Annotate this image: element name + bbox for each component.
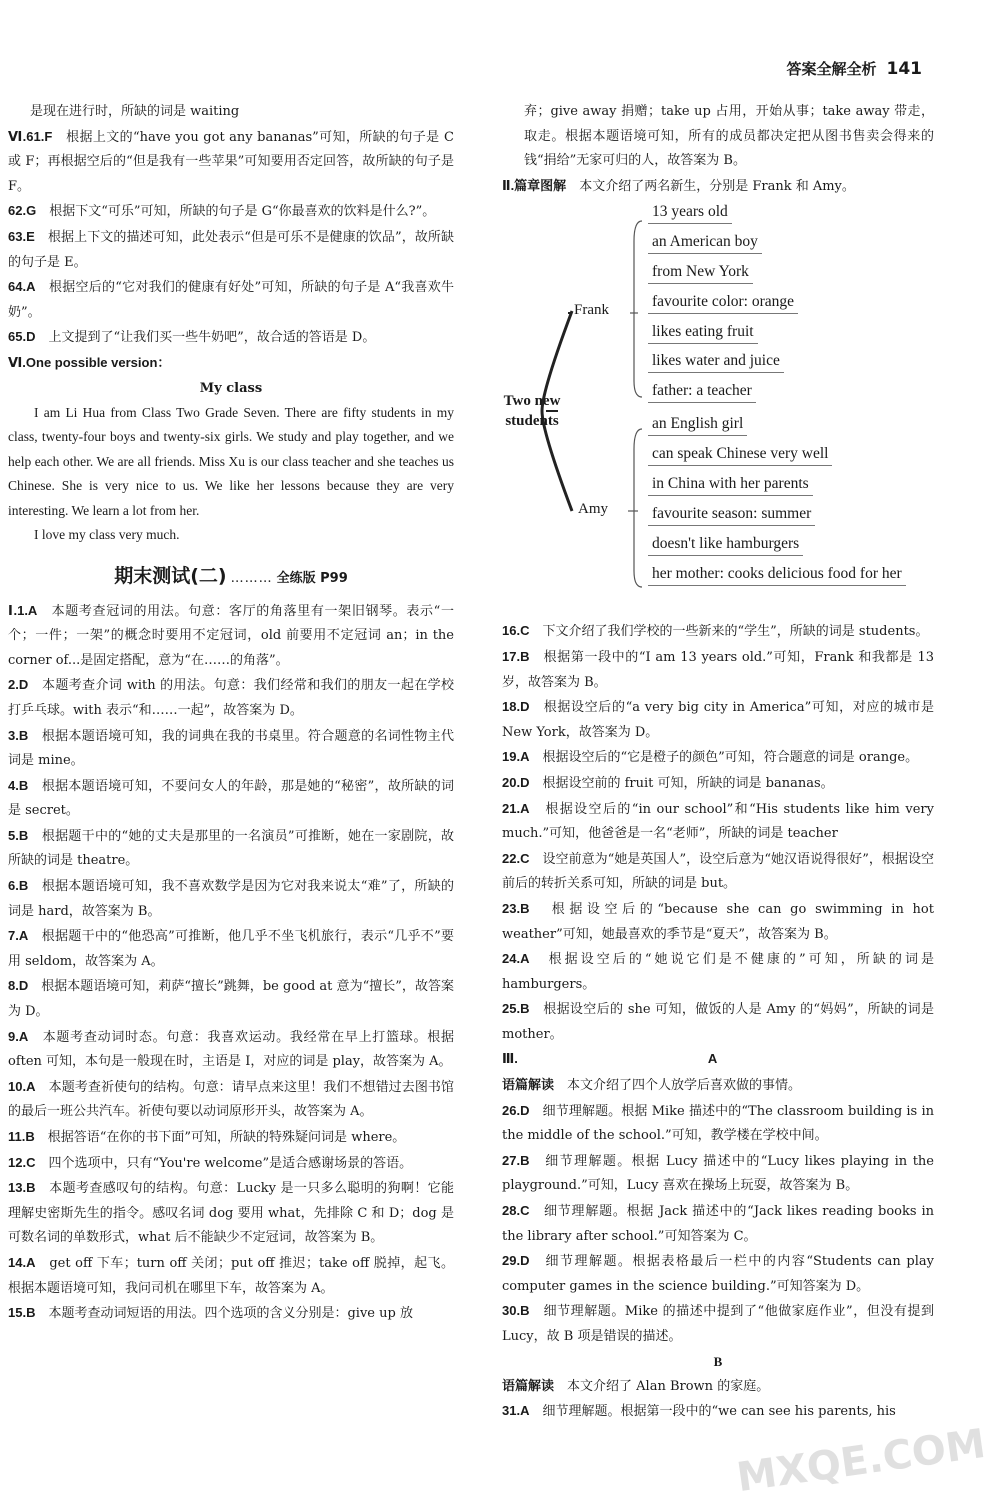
answer-explanation: 根据上文的“have you got any bananas”可知，所缺的句子是 C 或 F；再根据空后的“但是我有一些苹果”可知要用否定回答，故所缺的句子是 F。 [8,129,454,194]
answer-entry [8,1301,454,1327]
answer-label: 29.D [502,1253,530,1269]
answer-entry [8,125,454,200]
continued-text: 是现在进行时，所缺的词是 waiting [30,104,240,119]
answer-entry [8,824,454,874]
section-3-label: Ⅲ. [502,1051,518,1067]
answer-label: 15.B [8,1305,36,1321]
answer-entry [502,745,934,771]
answer-entry [502,1299,934,1349]
answer-label: 2.D [8,677,29,693]
answer-label: 18.D [502,699,530,715]
passage-b-label: B [713,1353,723,1369]
mind-map-leaf: father: a teacher [648,380,756,403]
answer-entry [8,325,454,351]
answer-label: 17.B [502,648,530,664]
answer-list-26-30 [502,1099,934,1350]
answer-label: 6.B [8,878,29,894]
answer-label: 11.B [8,1129,35,1144]
mind-map-root: Two new students [503,393,561,430]
answer-label: 12.C [8,1154,36,1170]
answer-entry [502,997,934,1047]
answer-entry [8,1176,454,1251]
answer-list-31 [502,1399,934,1425]
answer-entry [502,1399,934,1425]
answer-entry [8,924,454,974]
mind-map-leaf: 13 years old [648,201,732,224]
answer-label: 3.B [8,727,29,743]
answer-entry [502,797,934,847]
answer-explanation: 根据本题语境可知，我不喜欢数学是因为它对我来说太“难”了，所缺的词是 hard，故答案为 B。 [8,879,454,919]
answer-entry [8,724,454,774]
continued-text: 弃；give away 捐赠；take up 占用，开始从事；take away 带走，取走。根据本题语境可知，所有的成员都决定把从图书售卖会得来的钱“捐给”无家可归的人，故答案为 B。 [524,104,934,169]
answer-entry [8,1075,454,1125]
exam-name: 期末测试(二) [114,564,227,587]
answer-explanation: 本题考查动词时态。句意：我喜欢运动。我经常在早上打篮球。根据 often 可知，本句是一般现在时，主语是 I，对应的词是 play，故答案为 A。 [8,1029,454,1070]
right-column [502,100,934,1425]
answer-list-61-65 [8,125,454,351]
answer-label: 62.G [8,203,37,219]
answer-entry [8,1151,454,1177]
answer-label: 10.A [8,1078,36,1094]
answer-explanation: 根据设空后的“它是橙子的颜色”可知，符合题意的词是 orange。 [542,750,919,766]
exam-version: 全练版 P99 [276,570,348,586]
answer-entry [8,225,454,275]
sample-essay [8,401,454,548]
mind-map-leaf: an English girl [648,413,747,436]
answer-explanation: 细节理解题。根据 Mike 描述中的“The classroom building is in the middle of the school.”可知，教学楼在学校中间。 [502,1103,934,1144]
answer-explanation: 四个选项中，只有“You're welcome”是适合感谢场景的答语。 [48,1155,413,1171]
answer-label: Ⅰ.1.A [8,602,38,618]
answer-entry [8,199,454,225]
answer-label: Ⅵ.61.F [8,128,53,144]
reading-b-label: 语篇解读 [502,1377,555,1393]
answer-entry [502,1099,934,1149]
answer-label: 8.D [8,978,29,994]
answer-label: 64.A [8,279,36,295]
answer-list-16-25 [502,619,934,1047]
answer-label: 24.A [502,951,530,967]
exam-title [8,562,454,593]
answer-explanation: 本题考查介词 with 的用法。句意：我们经常和我们的朋友一起在学校打乒乓球。with 表示“和……一起”，故答案为 D。 [8,678,454,718]
answer-explanation: 根据设空后的 she 可知，做饭的人是 Amy 的“妈妈”，所缺的词是 mother。 [502,1002,934,1042]
essay-paragraph: I love my class very much. [34,527,180,543]
answer-label: 4.B [8,777,29,793]
answer-entry [8,774,454,824]
answer-label: 27.B [502,1152,530,1168]
answer-label: 7.A [8,928,29,944]
answer-explanation: 根据题干中的“他恐高”可推断，他几乎不坐飞机旅行，表示“几乎不”要用 seldom，故答案为 A。 [8,929,454,969]
answer-explanation: 根据上下文的描述可知，此处表示“但是可乐不是健康的饮品”，故所缺的句子是 E。 [8,229,454,270]
reading-a-summary [502,1073,934,1099]
answer-explanation: 根据设空后的“because she can go swimming in hot weather”可知，她最喜欢的季节是“夏天”，故答案为 B。 [502,901,934,942]
answer-explanation: 细节理解题。根据表格最后一栏中的内容“Students can play computer games in the science building.”可知答案为 D。 [502,1254,934,1294]
answer-entry [502,947,934,997]
reading-a-text: 本文介绍了四个人放学后喜欢做的事情。 [567,1078,802,1094]
mindmap-section-label: Ⅱ.篇章图解 [502,177,567,193]
answer-entry [8,1251,454,1301]
mind-map-leaf: her mother: cooks delicious food for her [648,563,906,586]
answer-label: 26.D [502,1102,530,1118]
answer-entry [502,645,934,695]
mind-map-leaf: favourite season: summer [648,503,815,526]
answer-explanation: 根据本题语境可知，不要问女人的年龄，那是她的“秘密”，故所缺的词是 secret。 [8,778,454,819]
answer-entry [502,897,934,947]
mindmap-intro-text: 本文介绍了两名新生，分别是 Frank 和 Amy。 [579,178,855,194]
answer-entry [8,1025,454,1075]
reading-b-text: 本文介绍了 Alan Brown 的家庭。 [567,1378,770,1394]
page-header [786,58,922,79]
answer-label: 22.C [502,850,530,866]
answer-label: 5.B [8,827,29,843]
mind-map-leaf: an American boy [648,231,762,254]
answer-explanation: 细节理解题。Mike 的描述中提到了“他做家庭作业”，但没有提到 Lucy，故 B 项是错误的描述。 [502,1304,934,1344]
answer-explanation: 根据本题语境可知，我的词典在我的书桌里。符合题意的名词性物主代词是 mine。 [8,728,454,769]
version-label: Ⅵ.One possible version： [8,354,171,370]
answer-entry [502,619,934,645]
answer-label: 31.A [502,1403,530,1419]
answer-explanation: 本题考查动词短语的用法。四个选项的含义分别是：give up 放 [48,1306,413,1322]
answer-explanation: 本题考查冠词的用法。句意：客厅的角落里有一架旧钢琴。表示“一个；一件；一架”的概念时要用不定冠词，old 前要用不定冠词 an；in the corner of...是固定搭配，意为“在……的角落”。 [8,603,454,668]
answer-entry [8,1125,454,1151]
answer-label: 65.D [8,329,36,345]
answer-entry [502,1199,934,1249]
answer-explanation: 根据设空前的 fruit 可知，所缺的词是 bananas。 [542,775,834,791]
answer-entry [8,599,454,674]
answer-entry [502,771,934,797]
answer-entry [8,974,454,1024]
answer-label: 21.A [502,800,530,816]
section-3-heading [502,1047,934,1073]
answer-entry [502,847,934,897]
answer-entry [8,673,454,723]
answer-list-1-15 [8,599,454,1327]
mindmap-intro [502,174,934,200]
mind-map-leaf: from New York [648,261,753,284]
header-title: 答案全解全析 [786,60,877,78]
answer-label: 23.B [502,900,530,916]
answer-label: 63.E [8,228,35,244]
answer-explanation: 根据设空后的“in our school”和“His students like him very much.”可知，他爸爸是一名“老师”，所缺的词是 teacher [502,801,934,842]
mind-map-leaf: likes eating fruit [648,321,758,344]
answer-explanation: 设空前意为“她是英国人”，设空后意为“她汉语说得很好”，根据设空前后的转折关系可知，所缺的词是 but。 [502,851,934,892]
answer-entry [502,1149,934,1199]
essay-title: My class [199,380,263,396]
mind-map-branch-frank: Frank [574,302,609,319]
answer-label: 19.A [502,749,530,765]
answer-entry [8,275,454,325]
mind-map [502,201,934,615]
answer-explanation: 根据下文“可乐”可知，所缺的句子是 G“你最喜欢的饮料是什么?”。 [49,204,436,220]
mind-map-leaf: likes water and juice [648,350,784,373]
answer-explanation: 根据设空后的“她说它们是不健康的”可知，所缺的词是 hamburgers。 [502,952,934,992]
passage-a-label: A [707,1051,718,1067]
watermark-logo: MXQE.COM [733,1420,988,1501]
answer-label: 30.B [502,1303,530,1319]
answer-label: 9.A [8,1028,29,1044]
answer-explanation: 本题考查祈使句的结构。句意：请早点来这里！我们不想错过去图书馆的最后一班公共汽车。祈使句要以动词原形开头，故答案为 A。 [8,1079,454,1120]
answer-label: 13.B [8,1180,36,1196]
exam-dots: ……… [230,570,273,586]
answer-label: 28.C [502,1203,530,1219]
answer-label: 16.C [502,623,530,639]
answer-explanation: 细节理解题。根据 Lucy 描述中的“Lucy likes playing in the playground.”可知，Lucy 喜欢在操场上玩耍，故答案为 B。 [502,1153,934,1194]
mind-map-leaf: doesn't like hamburgers [648,533,803,556]
answer-explanation: 根据第一段中的“I am 13 years old.”可知，Frank 和我都是 13 岁，故答案为 B。 [502,649,934,690]
mind-map-leaf: can speak Chinese very well [648,443,832,466]
answer-explanation: 细节理解题。根据第一段中的“we can see his parents, his [542,1404,896,1420]
mind-map-branch-amy: Amy [578,501,608,518]
answer-entry [502,1249,934,1299]
left-column [8,100,454,1327]
essay-paragraph: I am Li Hua from Class Two Grade Seven. There are fifty students in my class, twenty-four boys and twenty-six girls. We study and play together, and we help each other. We are all friends. Miss Xu is our class teacher and she teaches us Chinese. She is very nice to us. We like her lessons because they are very interesting. We learn a lot from her. [8,404,454,518]
answer-explanation: 根据答语“在你的书下面”可知，所缺的特殊疑问词是 where。 [47,1130,406,1145]
writing-section-label [8,351,454,377]
answer-label: 14.A [8,1254,36,1270]
mind-map-leaf: favourite color: orange [648,291,798,314]
answer-label: 25.B [502,1001,530,1017]
answer-explanation: 上文提到了“让我们买一些牛奶吧”，故合适的答语是 D。 [48,330,376,346]
answer-explanation: 根据设空后的“a very big city in America”可知，对应的城市是 New York，故答案为 D。 [502,700,934,740]
answer-explanation: 细节理解题。根据 Jack 描述中的“Jack likes reading books in the library after school.”可知答案为 C。 [502,1204,934,1244]
reading-b-summary [502,1374,934,1400]
answer-explanation: 根据空后的“它对我们的健康有好处”可知，所缺的句子是 A“我喜欢牛奶”。 [8,280,454,320]
reading-a-label: 语篇解读 [502,1077,555,1093]
answer-label: 20.D [502,774,530,790]
answer-explanation: 本题考查感叹句的结构。句意：Lucky 是一只多么聪明的狗啊！它能理解史密斯先生的指令。感叹名词 dog 要用 what，先排除 C 和 D；dog 是可数名词的单数形式，what 后不能缺少不定冠词，故答案为 B。 [8,1181,454,1246]
answer-explanation: 下文介绍了我们学校的一些新来的“学生”，所缺的词是 students。 [542,624,929,640]
answer-explanation: 根据本题语境可知，莉萨“擅长”跳舞，be good at 意为“擅长”，故答案为 D。 [8,979,454,1020]
mind-map-leaf: in China with her parents [648,473,813,496]
answer-explanation: 根据题干中的“她的丈夫是那里的一名演员”可推断，她在一家剧院，故所缺的词是 theatre。 [8,828,454,869]
answer-explanation: get off 下车；turn off 关闭；put off 推迟；take off 脱掉，起飞。根据本题语境可知，我问司机在哪里下车，故答案为 A。 [8,1255,454,1296]
page-number: 141 [886,59,922,79]
answer-entry [502,695,934,745]
answer-entry [8,874,454,924]
